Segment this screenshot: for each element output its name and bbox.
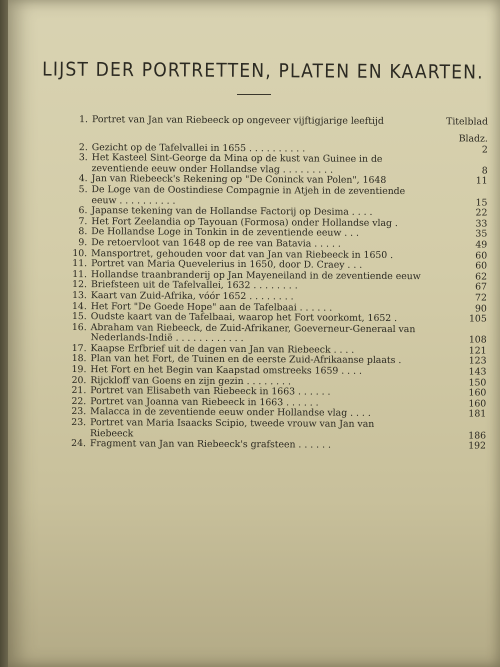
entry-title: Portret van Maria Quevelerius in 1650, door D. Craey . . . (91, 258, 363, 271)
entry-page: 60 (475, 250, 488, 262)
entry-number: 11. (72, 258, 88, 270)
entry-title: Oudste kaart van de Tafelbaai, waarop het Fort voorkomt, 1652 . (90, 311, 398, 325)
entry-title: Het Kasteel Sint-George da Mina op de kust van Guinee in de zeventiende eeuw onder Hollandse vlag . . . . . . . . . (91, 152, 383, 176)
entry-title: Briefsteen uit de Tafelvallei, 1632 . . . . . . . . (90, 279, 298, 292)
entry-title: Het Fort "De Goede Hope" aan de Tafelbaai . . . . . . (90, 300, 333, 314)
entry-number: 19. (71, 364, 87, 376)
entry-page: 11 (475, 175, 488, 187)
entry-title: Fragment van Jan van Riebeeck's grafsteen . . . . . . (89, 438, 331, 451)
entry-number: 2. (78, 141, 88, 153)
entries (66, 143, 488, 453)
entry-number: 6. (78, 205, 88, 217)
entry-page: 62 (475, 271, 488, 283)
entry-title: Portret van Joanna van Riebeeck in 1663 . . . . . . (90, 395, 319, 409)
entry-title: De Loge van de Oostindiese Compagnie in Atjeh in de zeventiende eeuw . . . . . . . . . . (91, 184, 406, 207)
entry-number: 17. (71, 342, 87, 354)
entry-number: 10. (72, 247, 88, 259)
entry-number: 5. (78, 184, 88, 196)
entry-page: 160 (468, 387, 487, 399)
entry-page: 2 (481, 144, 488, 156)
entry-page: 108 (468, 334, 487, 346)
entry-number: 20. (71, 374, 87, 386)
entry-page: 72 (475, 292, 487, 304)
entry-number: 18. (71, 353, 87, 365)
entry-number: 8. (78, 226, 88, 238)
entry-number: 13. (72, 289, 87, 302)
page-title: LIJST DER PORTRETTEN, PLATEN EN KAARTEN. (42, 58, 484, 84)
entry-number: 16. (71, 321, 87, 333)
entry-number: 22. (71, 395, 87, 407)
entry-number: 15. (71, 311, 87, 323)
entry-page: 15 (475, 197, 488, 209)
entry-number: 12. (72, 279, 87, 291)
column-header: Bladz. (458, 132, 488, 145)
entry-page: 121 (468, 345, 487, 357)
entry-page: 8 (481, 165, 488, 177)
entry-title: Malacca in de zeventiende eeuw onder Hollandse vlag . . . . (90, 406, 371, 420)
entry-title: Portret van Jan van Riebeeck op ongeveer vijftigjarige leeftijd (91, 114, 384, 127)
entry-title: Het Fort en het Begin van Kaapstad omstreeks 1659 . . . . (90, 364, 362, 377)
entry-page: 192 (468, 440, 487, 452)
entry-page: 60 (475, 260, 488, 272)
entry-page: 22 (475, 207, 488, 219)
entry-number: 24. (71, 438, 87, 450)
entry-page: 181 (468, 408, 487, 420)
page-sheet (8, 0, 500, 667)
entry-page: 105 (468, 313, 487, 325)
entry-title: Abraham van Riebeeck, de Zuid-Afrikaner, Goeverneur-Generaal van Nederlands-Indië . . . . . . . . . . . . (90, 321, 416, 345)
entry-title: Japanse tekening van de Hollandse Factorij op Desima . . . . (91, 205, 373, 219)
entry-page: 160 (468, 398, 487, 410)
entry-title: Jan van Riebeeck's Rekening op "De Coninck van Polen", 1648 (91, 173, 387, 187)
entry-page: 150 (468, 377, 487, 389)
entry-page: 143 (468, 366, 487, 378)
entry-page: 33 (475, 218, 488, 230)
list-item (68, 115, 488, 128)
entry-number: 23. (71, 406, 87, 418)
entry-title: Kaapse Erfbrief uit de dagen van Jan van Riebeeck . . . . (90, 343, 355, 356)
contents-list (66, 115, 488, 452)
title-rule (237, 94, 271, 95)
entry-number: 4. (78, 173, 88, 185)
entry-title: Gezicht op de Tafelvallei in 1655 . . . . . . . . . . (91, 141, 306, 155)
entry-title: Plan van het Fort, de Tuinen en de eerste Zuid-Afrikaanse plaats . (90, 353, 402, 367)
entry-number: 11. (72, 268, 88, 280)
entry-title: Rijckloff van Goens en zijn gezin . . . . . . . . (90, 374, 291, 388)
entry-number: 14. (72, 300, 87, 312)
entry-page: 49 (475, 239, 488, 251)
entry-title: De Hollandse Loge in Tonkin in de zeventiende eeuw . . . (91, 226, 360, 240)
entry-number: 9. (78, 237, 88, 249)
entry-number: 7. (78, 215, 88, 227)
entry-number: 23. (71, 417, 87, 429)
entry-page: 186 (468, 430, 487, 442)
entry-title: Portret van Elisabeth van Riebeeck in 1663 . . . . . . (90, 385, 331, 398)
entry-page: 123 (468, 355, 487, 368)
entry-title: Mansportret, gehouden voor dat van Jan van Riebeeck in 1650 . (91, 247, 394, 261)
entry-page: 67 (475, 281, 487, 293)
entry-title: De retoervloot van 1648 op de ree van Batavia . . . . . (91, 237, 341, 250)
entry-number: 21. (71, 385, 87, 397)
entry-page: 90 (474, 302, 487, 315)
entry-number: 3. (78, 152, 88, 164)
entry-title: Hollandse traanbranderij op Jan Mayeneiland in de zeventiende eeuw (90, 268, 421, 282)
entry-title: Portret van Maria Isaacks Scipio, tweede vrouw van Jan van Riebeeck (90, 417, 375, 440)
entry-title: Kaart van Zuid-Afrika, vóór 1652 . . . . . . . . (90, 290, 294, 303)
list-item (66, 439, 486, 452)
entry-title: Het Fort Zeelandia op Tayouan (Formosa) onder Hollandse vlag . (91, 215, 398, 229)
entry-page: 35 (475, 228, 488, 240)
entry-number: 1. (79, 114, 89, 126)
entry-page: Titelblad (446, 116, 488, 128)
